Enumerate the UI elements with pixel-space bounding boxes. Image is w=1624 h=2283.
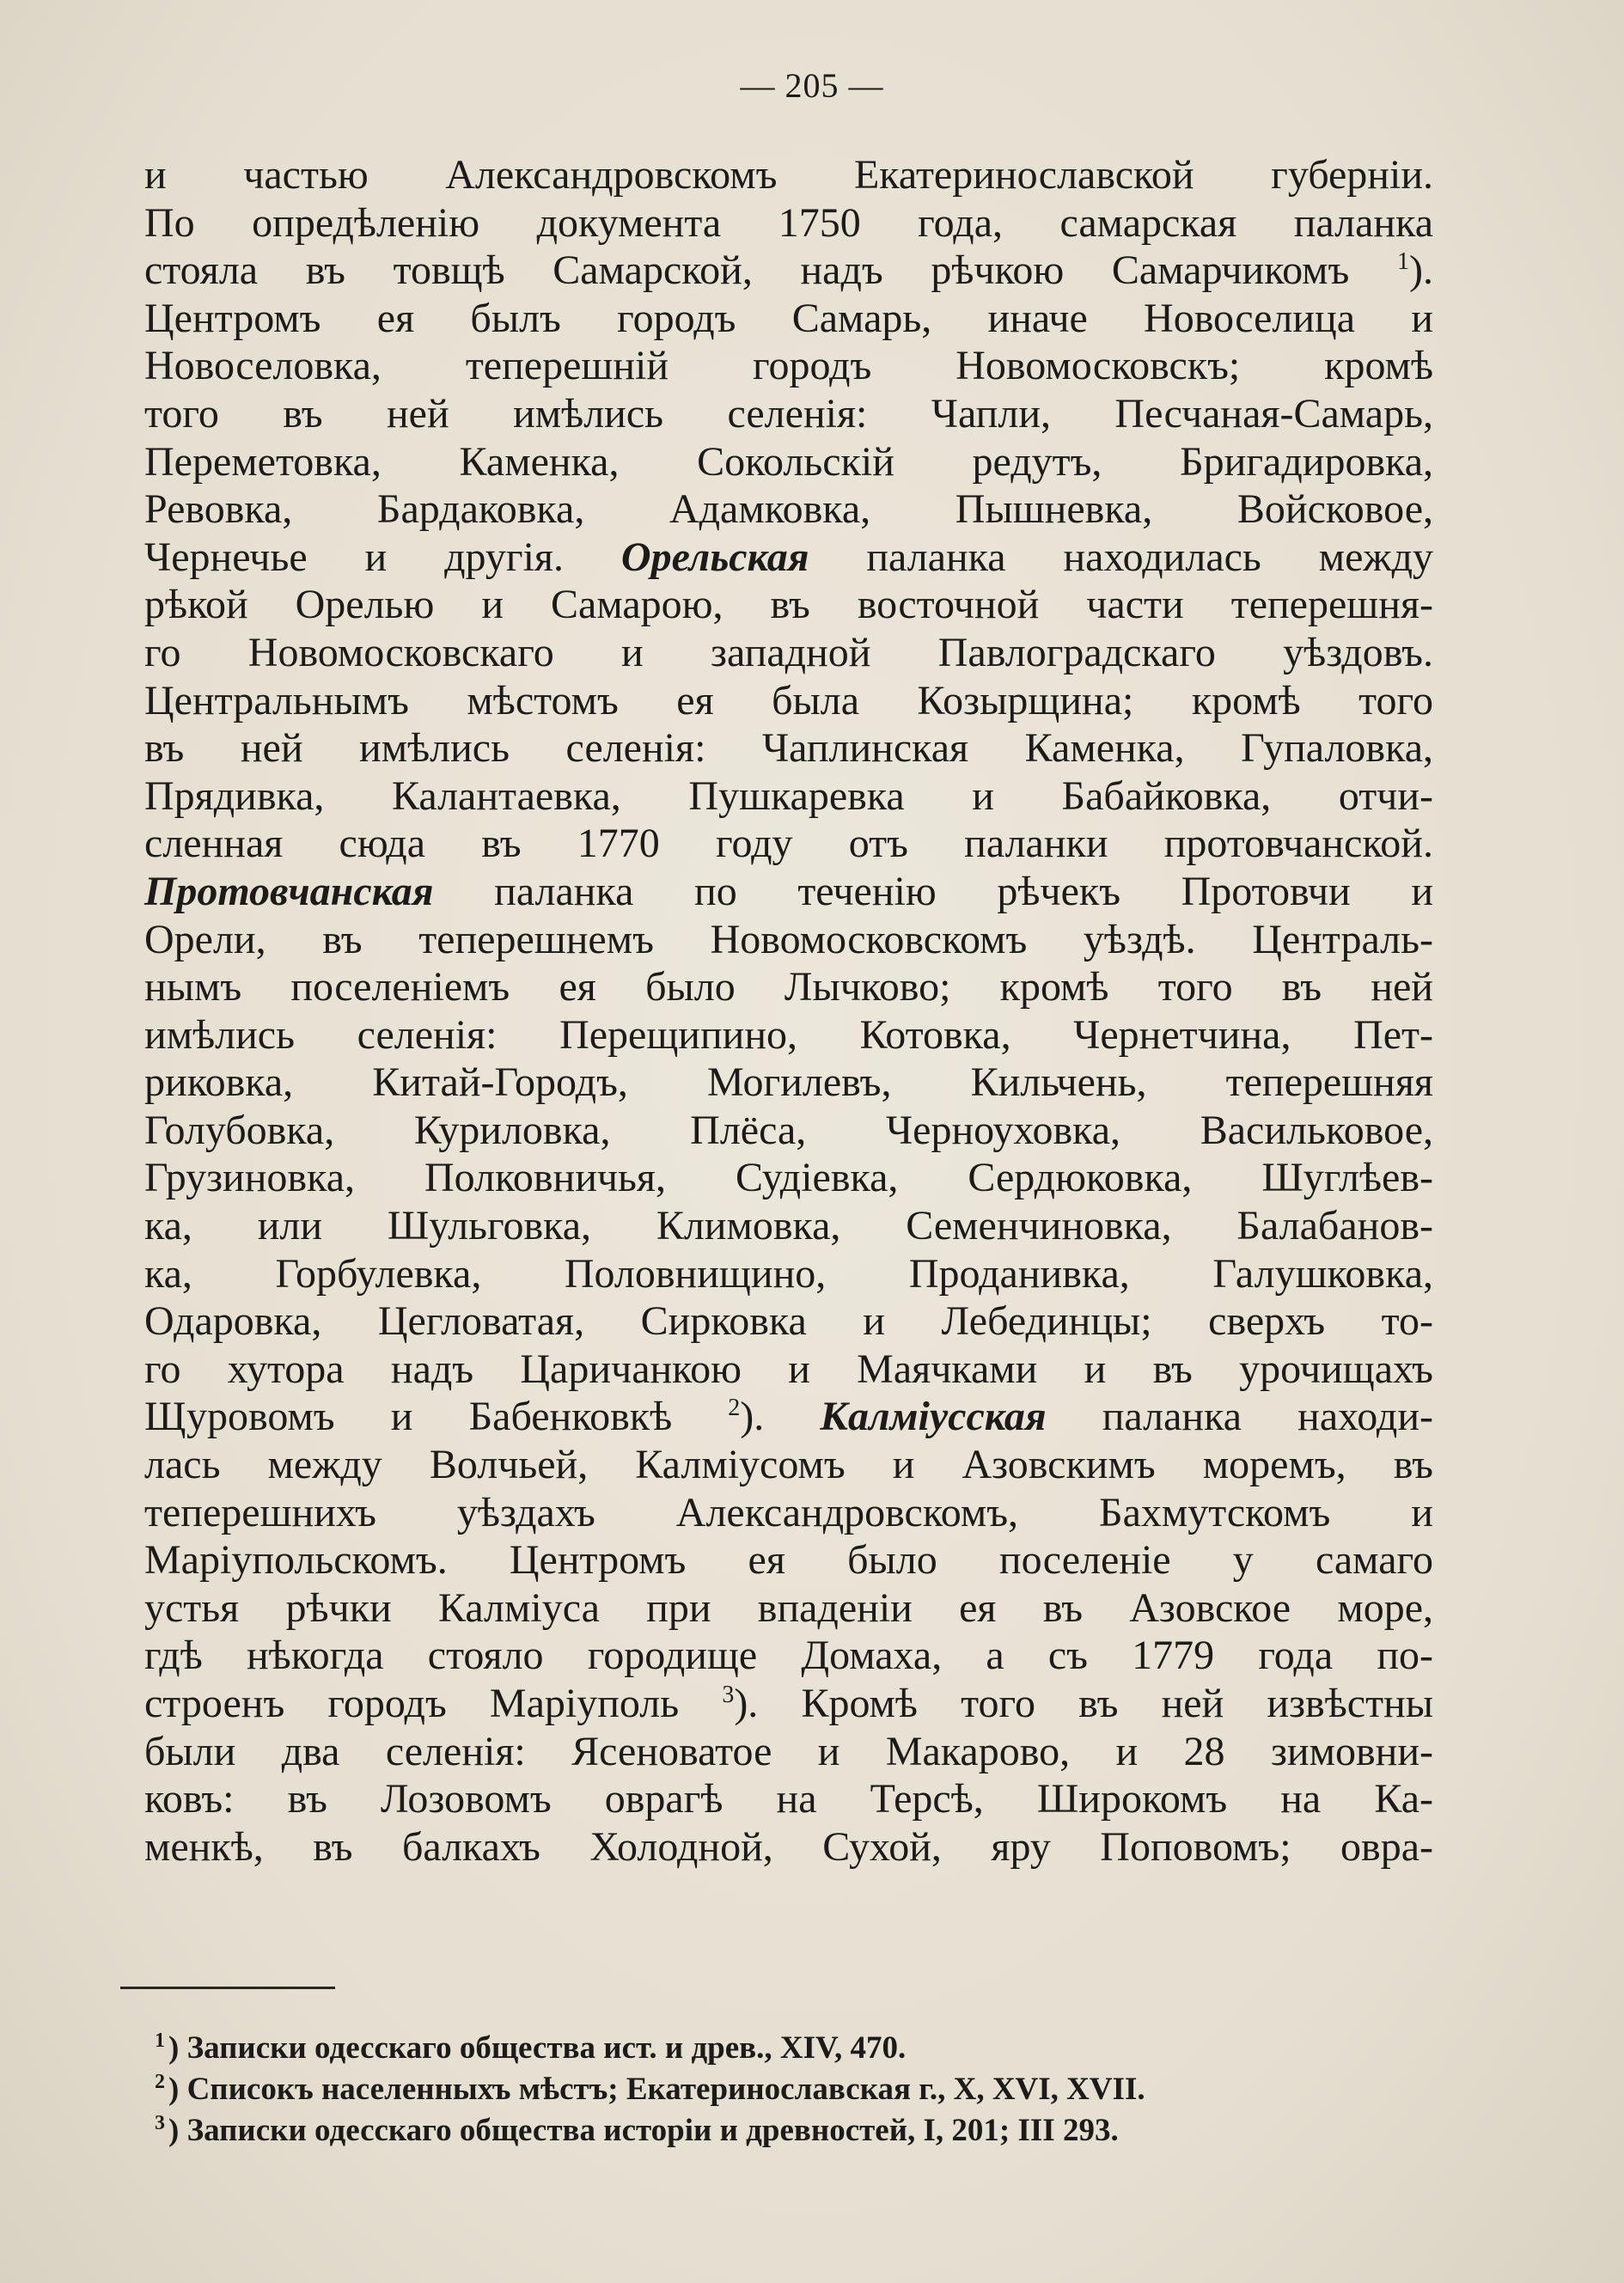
text-segment: Голубовка, Куриловка, Плёса, Черноуховка, Васильковое,	[144, 1107, 1433, 1153]
text-line	[144, 1823, 1433, 1871]
text-line-content	[144, 916, 1433, 964]
text-line	[144, 677, 1433, 725]
text-line-content	[144, 438, 1433, 486]
footnote-ref: 3	[722, 1682, 735, 1708]
text-segment: того въ ней имѣлись селенія: Чапли, Песчаная-Самарь,	[144, 390, 1433, 436]
text-line-content	[144, 1632, 1433, 1680]
text-line	[144, 438, 1433, 486]
text-line-content	[144, 820, 1433, 868]
text-segment: въ ней имѣлись селенія: Чаплинская Каменка, Гупаловка,	[144, 725, 1433, 772]
text-segment: Прядивка, Калантаевка, Пушкаревка и Бабайковка, отчи-	[144, 772, 1433, 819]
text-line-content	[144, 1346, 1433, 1394]
text-line	[144, 1011, 1433, 1059]
text-segment: ). Кромѣ того въ ней извѣстны	[734, 1681, 1434, 1726]
text-segment: ковъ: въ Лозовомъ оврагѣ на Терсѣ, Широкомъ на Ка-	[144, 1776, 1433, 1822]
text-line-content	[144, 1011, 1433, 1059]
text-line	[144, 1680, 1433, 1728]
text-segment: менкѣ, въ балкахъ Холодной, Сухой, яру Поповомъ; овра-	[144, 1823, 1433, 1870]
text-segment: ).	[1409, 247, 1433, 294]
text-line-content	[144, 1584, 1433, 1633]
text-segment: Щуровомъ и Бабенковкѣ	[144, 1394, 729, 1440]
text-segment: Центральнымъ мѣстомъ ея была Козырщина; кромѣ того	[144, 677, 1433, 723]
text-line-content	[144, 629, 1433, 677]
text-line	[144, 1584, 1433, 1633]
text-line	[144, 1441, 1433, 1489]
text-line	[144, 534, 1433, 582]
text-segment: По опредѣленію документа 1750 года, самарская паланка	[144, 199, 1433, 246]
text-line	[144, 1632, 1433, 1680]
text-segment: стояла въ товщѣ Самарской, надъ рѣчкою Самарчикомъ	[144, 247, 1398, 294]
text-line	[144, 390, 1433, 438]
text-line-content	[144, 1441, 1433, 1489]
text-line-content	[144, 772, 1433, 821]
text-segment: Новоселовка, теперешній городъ Новомосковскъ; кромѣ	[144, 343, 1433, 389]
text-segment: риковка, Китай-Городъ, Могилевъ, Кильчень, теперешняя	[144, 1059, 1433, 1106]
text-segment: сленная сюда въ 1770 году отъ паланки протовчанской.	[144, 821, 1433, 867]
text-segment: ка, Горбулевка, Половнищино, Проданивка, Галушковка,	[144, 1250, 1433, 1297]
text-segment: Переметовка, Каменка, Сокольскій редутъ, Бригадировка,	[144, 438, 1433, 485]
text-line	[144, 916, 1433, 964]
footnote-ref: 1	[1397, 248, 1410, 276]
text-line-content	[144, 534, 1433, 582]
footnote-1	[155, 2028, 1375, 2069]
text-segment: паланка находи-	[1046, 1394, 1434, 1440]
text-line-content	[144, 390, 1433, 438]
text-segment: теперешнихъ уѣздахъ Александровскомъ, Бахмутскомъ и	[144, 1489, 1433, 1535]
italic-term: Орельская	[620, 534, 809, 580]
text-line-content	[144, 724, 1433, 772]
text-line-content	[144, 1250, 1433, 1298]
footnote-mark: 1	[155, 2029, 165, 2052]
text-line	[144, 1393, 1433, 1441]
text-line-content	[144, 1775, 1433, 1823]
body-text	[144, 151, 1433, 1871]
text-line	[144, 724, 1433, 772]
text-segment: имѣлись селенія: Перещипино, Котовка, Чернетчина, Пет-	[144, 1011, 1433, 1058]
text-line-content	[144, 963, 1433, 1011]
text-segment: гдѣ нѣкогда стояло городище Домаха, а съ 1779 года по-	[144, 1633, 1433, 1679]
text-line	[144, 1202, 1433, 1250]
text-line	[144, 963, 1433, 1011]
text-line-content	[144, 581, 1433, 629]
text-line	[144, 1059, 1433, 1107]
footnote-ref: 2	[728, 1395, 741, 1422]
text-line	[144, 581, 1433, 629]
text-line-content	[144, 199, 1433, 247]
text-line	[144, 1250, 1433, 1298]
text-line	[144, 1536, 1433, 1584]
text-segment: Маріупольскомъ. Центромъ ея было поселеніе у самаго	[144, 1537, 1433, 1584]
text-line	[144, 1107, 1433, 1155]
text-segment: и частью Александровскомъ Екатеринославской губерніи.	[144, 152, 1433, 198]
text-segment: ).	[740, 1394, 821, 1440]
text-line	[144, 772, 1433, 821]
text-segment: Одаровка, Цегловатая, Сирковка и Лебединцы; сверхъ то-	[144, 1298, 1433, 1345]
text-line	[144, 151, 1433, 199]
text-line	[144, 342, 1433, 390]
text-line-content	[144, 1489, 1433, 1537]
text-line-content	[144, 247, 1433, 295]
text-segment: паланка по теченію рѣчекъ Протовчи и	[433, 868, 1433, 914]
text-segment: го хутора надъ Царичанкою и Маячками и въ урочищахъ	[144, 1346, 1433, 1392]
text-line	[144, 629, 1433, 677]
text-segment: Центромъ ея былъ городъ Самарь, иначе Новоселица и	[144, 295, 1433, 341]
text-segment: Чернечье и другія.	[144, 534, 621, 580]
text-line	[144, 485, 1433, 534]
text-line-content	[144, 1393, 1433, 1441]
text-line-content	[144, 485, 1433, 534]
text-line	[144, 247, 1433, 295]
text-line-content	[144, 1728, 1433, 1776]
text-segment: строенъ городъ Маріуполь	[144, 1681, 723, 1726]
text-line	[144, 868, 1433, 916]
text-segment: Грузиновка, Полковничья, Судіевка, Сердюковка, Шуглѣев-	[144, 1155, 1433, 1201]
page-number: — 205 —	[740, 66, 884, 105]
footnote-text: ) Записки одесскаго общества исторіи и древностей, I, 201; III 293.	[168, 2113, 1119, 2148]
footnote-text: ) Записки одесскаго общества ист. и древ., XIV, 470.	[168, 2030, 907, 2066]
footnote-text: ) Списокъ населенныхъ мѣстъ; Екатеринославская г., X, XVI, XVII.	[168, 2072, 1145, 2107]
text-segment: были два селенія: Ясеноватое и Макарово, и 28 зимовни-	[144, 1728, 1433, 1774]
text-line-content	[144, 1202, 1433, 1250]
text-line-content	[144, 342, 1433, 390]
text-segment: устья рѣчки Калміуса при впаденіи ея въ Азовское море,	[144, 1584, 1433, 1631]
text-line-content	[144, 868, 1433, 916]
text-segment: рѣкой Орелью и Самарою, въ восточной части теперешня-	[144, 582, 1433, 628]
text-line-content	[144, 1536, 1433, 1584]
text-line-content	[144, 1107, 1433, 1155]
text-segment: Орели, въ теперешнемъ Новомосковскомъ уѣздѣ. Централь-	[144, 916, 1433, 962]
text-line	[144, 295, 1433, 343]
text-segment: нымъ поселеніемъ ея было Лычково; кромѣ того въ ней	[144, 964, 1433, 1010]
text-line-content	[144, 1154, 1433, 1202]
text-line-content	[144, 295, 1433, 343]
text-line	[144, 199, 1433, 247]
text-segment: ка, или Шульговка, Климовка, Семенчиновка, Балабанов-	[144, 1203, 1433, 1249]
text-line	[144, 1154, 1433, 1202]
text-line	[144, 1775, 1433, 1823]
text-segment: го Новомосковскаго и западной Павлоградскаго уѣздовъ.	[144, 629, 1433, 675]
text-line	[144, 1297, 1433, 1346]
footnotes	[155, 2028, 1375, 2152]
footnote-3	[155, 2110, 1375, 2152]
text-line-content	[144, 151, 1433, 199]
text-line-content	[144, 1823, 1433, 1871]
text-segment: лась между Волчьей, Калміусомъ и Азовскимъ моремъ, въ	[144, 1442, 1433, 1488]
text-line	[144, 1489, 1433, 1537]
footnote-mark: 2	[155, 2070, 165, 2093]
text-line	[144, 1728, 1433, 1776]
text-line-content	[144, 677, 1433, 725]
text-line-content	[144, 1059, 1433, 1107]
footnote-mark: 3	[155, 2111, 165, 2134]
text-line	[144, 820, 1433, 868]
text-line	[144, 1346, 1433, 1394]
italic-term: Протовчанская	[144, 868, 434, 914]
text-line-content	[144, 1680, 1433, 1728]
text-line-content	[144, 1297, 1433, 1346]
text-segment: Ревовка, Бардаковка, Адамковка, Пышневка, Войсковое,	[144, 486, 1433, 533]
footnote-divider	[120, 1987, 335, 1989]
footnote-2	[155, 2069, 1375, 2110]
italic-term: Калміусская	[820, 1394, 1047, 1440]
text-segment: паланка находилась между	[809, 534, 1433, 580]
